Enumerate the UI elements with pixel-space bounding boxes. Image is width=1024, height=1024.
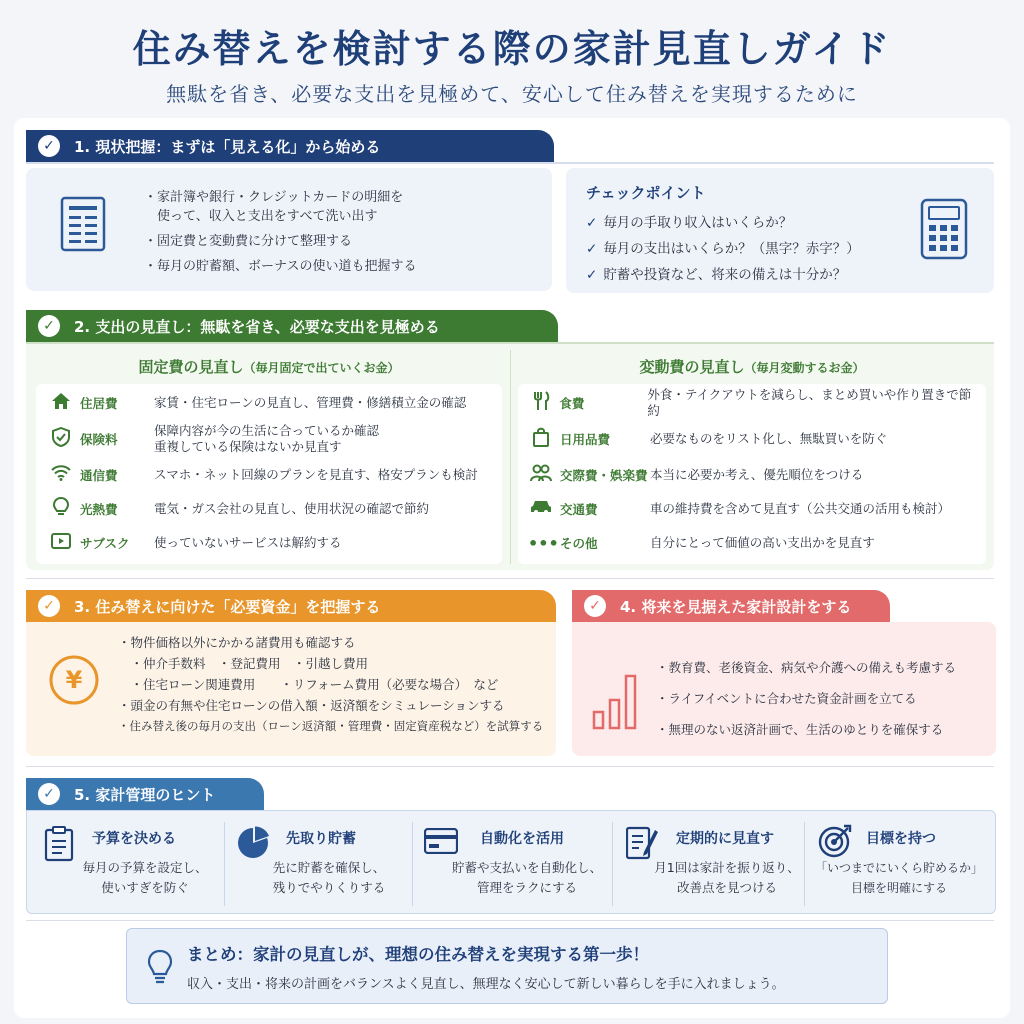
bullet: 使って、収入と支出をすべて洗い出す bbox=[144, 209, 378, 224]
svg-text:¥: ¥ bbox=[65, 666, 83, 694]
section-4-header bbox=[572, 590, 890, 622]
summary-text: 収入・支出・将来の計画をバランスよく見直し、無理なく安心して新しい暮らしを手に入れましょう。 bbox=[187, 977, 785, 992]
variable-cost-list bbox=[518, 384, 986, 564]
checkpoint-item: ✓ 毎月の支出はいくらか？（黒字？赤字？） bbox=[586, 241, 860, 257]
house-icon bbox=[48, 392, 74, 414]
edit-icon bbox=[626, 824, 658, 860]
check-icon: ✓ bbox=[38, 135, 60, 157]
bullet: ・物件価格以外にかかる諸費用も確認する bbox=[118, 635, 356, 650]
checkpoint-box bbox=[566, 168, 994, 293]
section-3-bullets bbox=[118, 632, 554, 737]
divider bbox=[26, 766, 994, 767]
check-icon: ✓ bbox=[38, 783, 60, 805]
divider bbox=[26, 920, 994, 921]
variable-row-food: 食費 外食・テイクアウトを減らし、まとめ買いや作り置きで節約 bbox=[528, 386, 976, 420]
checkpoint-title: チェックポイント bbox=[586, 184, 706, 202]
dots-icon: ••• bbox=[528, 533, 559, 553]
variable-row-daily: 日用品費 必要なものをリスト化し、無駄買いを防ぐ bbox=[528, 420, 976, 458]
calculator-icon bbox=[920, 198, 968, 260]
bullet: ・教育費、老後資金、病気や介護への備えも考慮する bbox=[656, 660, 957, 675]
fixed-cost-title: 固定費の見直し（毎月固定で出ていくお金） bbox=[138, 358, 400, 376]
bullet: ・家計簿や銀行・クレジットカードの明細を bbox=[144, 190, 404, 205]
variable-cost-column bbox=[514, 344, 990, 568]
fixed-cost-column bbox=[32, 344, 506, 568]
section-3-header bbox=[26, 590, 556, 622]
tip-divider bbox=[804, 822, 805, 906]
section-4-bullets bbox=[656, 652, 996, 745]
bullet: ・毎月の貯蓄額、ボーナスの使い道も把握する bbox=[144, 259, 417, 274]
tip-saving: 先取り貯蓄 先に貯蓄を確保し、 残りでやりくりする bbox=[226, 818, 410, 910]
page-title: 住み替えを検討する際の家計見直しガイド bbox=[132, 27, 892, 71]
page-subtitle: 無駄を省き、必要な支出を見極めて、安心して住み替えを実現するために bbox=[166, 82, 858, 106]
bar-chart-icon bbox=[592, 672, 638, 730]
section-5-header bbox=[26, 778, 264, 810]
section-4-title: 4. 将来を見据えた家計設計をする bbox=[620, 597, 852, 616]
yen-coin-icon bbox=[48, 654, 100, 706]
bag-icon bbox=[528, 427, 554, 451]
section-2-header bbox=[26, 310, 558, 342]
play-icon bbox=[48, 533, 74, 553]
bullet: ・住み替え後の毎月の支出（ローン返済額・管理費・固定資産税など）を試算する bbox=[118, 719, 544, 733]
lightbulb-icon bbox=[48, 497, 74, 521]
car-icon bbox=[528, 499, 554, 519]
fixed-row-subscription: サブスク 使っていないサービスは解約する bbox=[48, 526, 490, 560]
fixed-row-utilities: 光熱費 電気・ガス会社の見直し、使用状況の確認で節約 bbox=[48, 492, 490, 526]
section-5 bbox=[26, 778, 996, 916]
check-icon: ✓ bbox=[38, 315, 60, 337]
clipboard-icon bbox=[44, 826, 74, 862]
fixed-cost-list bbox=[36, 384, 502, 564]
check-icon: ✓ bbox=[584, 595, 606, 617]
divider bbox=[26, 578, 994, 579]
check-icon: ✓ bbox=[586, 215, 598, 231]
pie-chart-icon bbox=[236, 826, 270, 860]
section-5-title: 5. 家計管理のヒント bbox=[74, 785, 216, 804]
bullet: ・ライフイベントに合わせた資金計画を立てる bbox=[656, 691, 917, 706]
tip-divider bbox=[412, 822, 413, 906]
spreadsheet-icon bbox=[60, 196, 106, 252]
wifi-icon bbox=[48, 465, 74, 485]
variable-row-transport: 交通費 車の維持費を含めて見直す（公共交通の活用も検討） bbox=[528, 492, 976, 526]
lightbulb-icon bbox=[147, 949, 173, 985]
variable-row-social: 交際費・娯楽費 本当に必要か考え、優先順位をつける bbox=[528, 458, 976, 492]
bullet: ・仲介手数料 ・登記費用 ・引越し費用 bbox=[118, 656, 369, 671]
divider bbox=[26, 162, 994, 164]
section-1-header bbox=[26, 130, 554, 162]
summary-title: まとめ：家計の見直しが、理想の住み替えを実現する第一歩！ bbox=[187, 945, 649, 964]
check-icon: ✓ bbox=[586, 241, 598, 257]
tip-budget: 予算を決める 毎月の予算を設定し、 使いすぎを防ぐ bbox=[26, 818, 222, 910]
bullet: ・住宅ローン関連費用 ・リフォーム費用（必要な場合） など bbox=[118, 677, 499, 692]
fixed-row-insurance: 保険料 保障内容が今の生活に合っているか確認 重複している保険はないか見直す bbox=[48, 420, 490, 458]
variable-row-other: ••• その他 自分にとって価値の高い支出かを見直す bbox=[528, 533, 875, 553]
fixed-row-telecom: 通信費 スマホ・ネット回線のプランを見直す、格安プランも検討 bbox=[48, 458, 490, 492]
section-2-title: 2. 支出の見直し：無駄を省き、必要な支出を見極める bbox=[74, 317, 440, 336]
tip-divider bbox=[224, 822, 225, 906]
section-2 bbox=[26, 310, 994, 572]
section-4 bbox=[572, 590, 996, 758]
shield-icon bbox=[48, 427, 74, 451]
column-divider bbox=[510, 350, 511, 564]
card-icon bbox=[424, 828, 458, 854]
tip-divider bbox=[612, 822, 613, 906]
bullet: ・頭金の有無や住宅ローンの借入額・返済額をシミュレーションする bbox=[118, 698, 505, 713]
section-3-title: 3. 住み替えに向けた「必要資金」を把握する bbox=[74, 597, 381, 616]
check-icon: ✓ bbox=[38, 595, 60, 617]
section-3 bbox=[26, 590, 556, 758]
check-icon: ✓ bbox=[586, 267, 598, 283]
section-1-bullets bbox=[144, 188, 544, 276]
fork-knife-icon bbox=[528, 391, 553, 415]
fixed-row-housing: 住居費 家賃・住宅ローンの見直し、管理費・修繕積立金の確認 bbox=[48, 386, 490, 420]
people-icon bbox=[528, 464, 554, 486]
variable-cost-title: 変動費の見直し（毎月変動するお金） bbox=[639, 358, 865, 376]
checkpoint-item: ✓ 貯蓄や投資など、将来の備えは十分か？ bbox=[586, 267, 847, 283]
tip-automation: 自動化を活用 貯蓄や支払いを自動化し、 管理をラクにする bbox=[414, 818, 612, 910]
checkpoint-item: ✓ 毎月の手取り収入はいくらか？ bbox=[586, 215, 793, 231]
section-1 bbox=[26, 130, 994, 295]
section-1-title: 1. 現状把握：まずは「見える化」から始める bbox=[74, 137, 381, 156]
tip-goal: 目標を持つ 「いつまでにいくら貯めるか」 目標を明確にする bbox=[806, 818, 994, 910]
section-1-content bbox=[26, 168, 552, 291]
tip-review: 定期的に見直す 月1回は家計を振り返り、 改善点を見つける bbox=[614, 818, 804, 910]
summary-box bbox=[126, 928, 888, 1004]
target-icon bbox=[818, 824, 852, 858]
bullet: ・固定費と変動費に分けて整理する bbox=[144, 234, 353, 249]
bullet: ・無理のない返済計画で、生活のゆとりを確保する bbox=[656, 722, 944, 737]
checkpoint-list bbox=[586, 210, 906, 288]
